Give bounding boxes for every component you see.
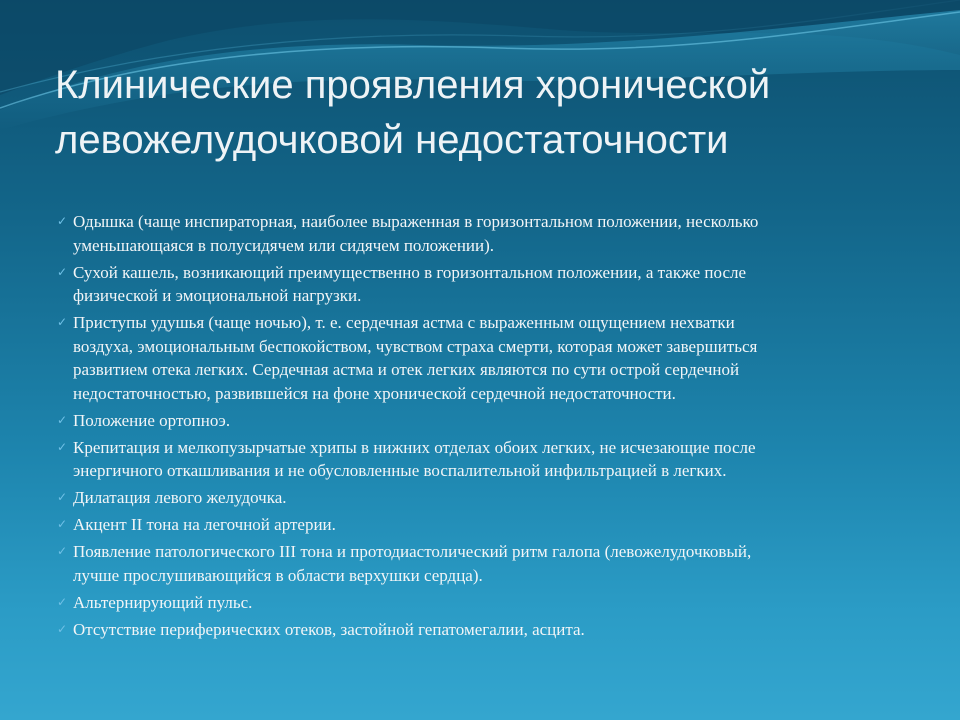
check-mark-icon: ✓: [57, 264, 68, 279]
bullet-list: [57, 210, 917, 645]
bullet-line: Одышка (чаще инспираторная, наиболее выраженная в горизонтальном положении, несколько: [73, 212, 759, 231]
bullet-text: [73, 210, 917, 257]
bullet-item: [57, 311, 917, 405]
bullet-line: развитием отека легких. Сердечная астма и отек легких являются по сути острой сердечной: [73, 360, 740, 379]
bullet-line: Дилатация левого желудочка.: [73, 488, 287, 507]
check-mark-icon: ✓: [57, 214, 68, 228]
bullet-item: [57, 210, 917, 257]
slide-title-line: Клинические проявления хронической: [55, 63, 771, 107]
bullet-text: [73, 409, 917, 433]
bullet-text: [73, 618, 917, 642]
bullet-line: физической и эмоциональной нагрузки.: [73, 286, 362, 305]
check-mark-icon: ✓: [57, 594, 68, 609]
check-mark-icon: ✓: [57, 439, 68, 454]
bullet-item: [57, 591, 917, 615]
slide-title: [55, 58, 915, 168]
bullet-line: недостаточностью, развившейся на фоне хронической сердечной недостаточности.: [73, 383, 676, 403]
bullet-text: [73, 540, 917, 587]
bullet-line: лучше прослушивающийся в области верхушки сердца).: [73, 565, 483, 585]
bullet-line: Отсутствие периферических отеков, застойной гепатомегалии, асцита.: [73, 619, 585, 639]
check-mark-icon: ✓: [57, 412, 68, 427]
check-mark-icon: ✓: [57, 315, 68, 329]
bullet-item: [57, 513, 917, 537]
bullet-item: [57, 540, 917, 587]
bullet-text: [73, 513, 917, 537]
bullet-line: воздуха, эмоциональным беспокойством, чувством страха смерти, которая может завершиться: [73, 336, 758, 356]
bullet-line: Приступы удушья (чаще ночью), т. е. сердечная астма с выраженным ощущением нехватки: [73, 313, 735, 332]
bullet-line: Альтернирующий пульс.: [73, 592, 253, 612]
bullet-line: Положение ортопноэ.: [73, 410, 231, 430]
bullet-item: [57, 436, 917, 483]
bullet-item: [57, 486, 917, 510]
bullet-line: уменьшающаяся в полусидячем или сидячем положении).: [73, 235, 495, 255]
slide-title-line: левожелудочковой недостаточности: [55, 118, 729, 162]
bullet-text: [73, 261, 917, 308]
bullet-item: [57, 618, 917, 642]
bullet-item: [57, 261, 917, 308]
bullet-item: [57, 409, 917, 433]
bullet-text: [73, 486, 917, 510]
bullet-text: [73, 436, 917, 483]
bullet-text: [73, 311, 917, 405]
bullet-line: Сухой кашель, возникающий преимущественно в горизонтальном положении, а также после: [73, 262, 747, 282]
check-mark-icon: ✓: [57, 517, 68, 531]
bullet-line: Акцент II тона на легочной артерии.: [73, 515, 336, 534]
check-mark-icon: ✓: [57, 490, 68, 504]
bullet-line: энергичного откашливания и не обусловленные воспалительной инфильтрацией в легких.: [73, 461, 727, 480]
bullet-line: Появление патологического III тона и протодиастолический ритм галопа (левожелудочковый,: [73, 542, 752, 561]
check-mark-icon: ✓: [57, 621, 68, 636]
check-mark-icon: ✓: [57, 544, 68, 558]
bullet-line: Крепитация и мелкопузырчатые хрипы в нижних отделах обоих легких, не исчезающие после: [73, 437, 756, 457]
bullet-text: [73, 591, 917, 615]
